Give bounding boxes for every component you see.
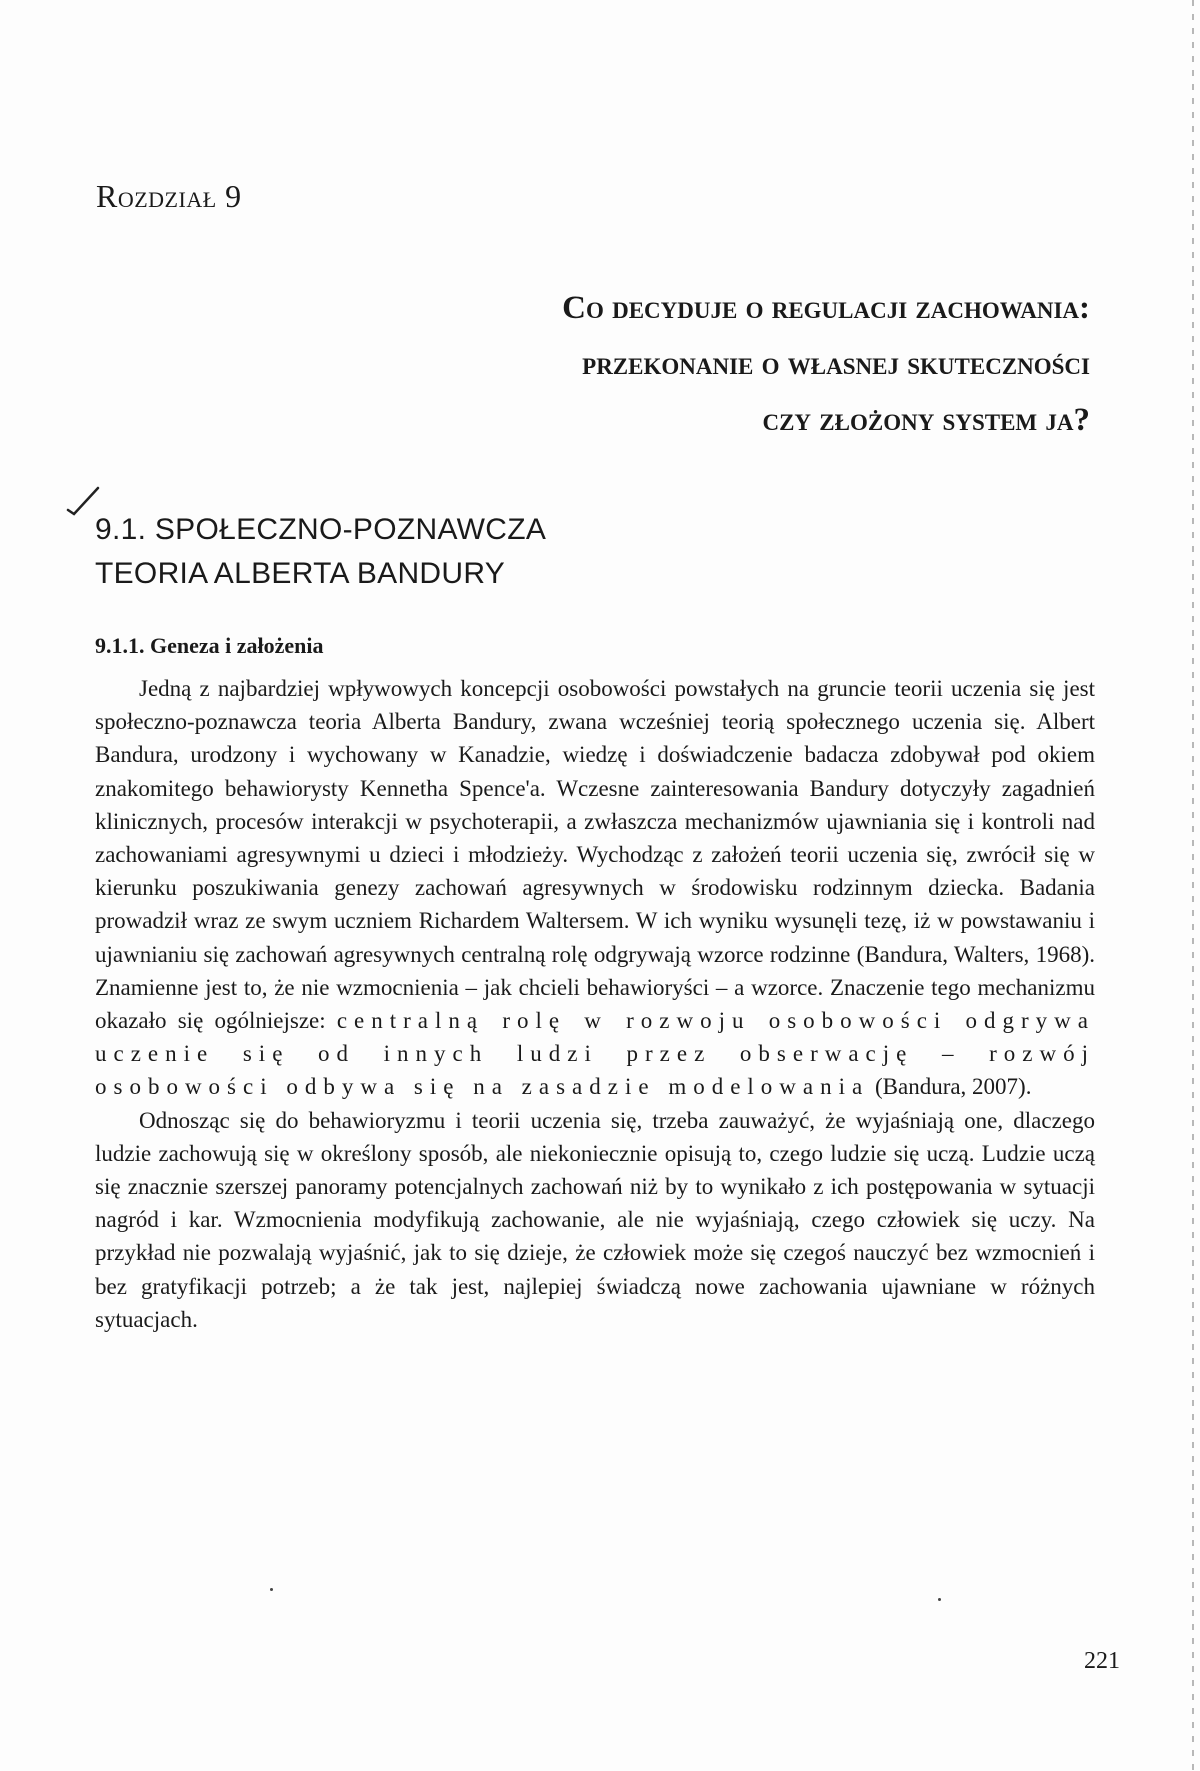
- section-heading-line-1: 9.1. SPOŁECZNO-POZNAWCZA: [95, 513, 547, 546]
- chapter-title-line-1: Co decyduje o regulacji zachowania:: [562, 290, 1090, 326]
- chapter-title: [270, 280, 1090, 448]
- paragraph-1-text-a: Jedną z najbardziej wpływowych koncepcji osobowości powstałych na gruncie teorii uczenia się jest społeczno-poznawcza teoria Alberta Bandury, zwana wcześniej teorią społecznego uczenia się. Albert Bandura, urodzony i wychowany w Kanadzie, wiedzę i doświadczenie badacza zdobywał pod okiem znakomitego behawiorysty Kennetha Spence'a. Wczesne zainteresowania Bandury dotyczyły zagadnień klinicznych, procesów interakcji w psychoterapii, a zwłaszcza mechanizmów ujawniania się i kontroli nad zachowaniami agresywnymi u dzieci i młodzieży. Wychodząc z założeń teorii uczenia się, zwrócił się w kierunku poszukiwania genezy zachowań agresywnych w środowisku rodzinnym dziecka. Badania prowadził wraz ze swym uczniem Richardem Waltersem. W ich wyniku wysunęli tezę, iż w powstawaniu i ujawnianiu się zachowań agresywnych centralną rolę odgrywają wzorce rodzinne (Bandura, Walters, 1968). Znamienne jest to, że nie wzmocnienia – jak chcieli behawioryści – a wzorce. Znaczenie tego mechanizmu okazało się ogólniejsze:: [95, 676, 1095, 1034]
- scan-speck: [270, 1588, 273, 1591]
- paragraph-2: Odnosząc się do behawioryzmu i teorii uczenia się, trzeba zauważyć, że wyjaśniają one, dlaczego ludzie zachowują się w określony sposób, ale niekoniecznie opisują to, czego ludzie się uczą. Ludzie uczą się znacznie szerszej panoramy potencjalnych zachowań niż by to wynikało z ich postępowania w sytuacji nagród i kar. Wzmocnienia modyfikują zachowanie, ale nie wyjaśniają, czego człowiek się uczy. Na przykład nie pozwalają wyjaśnić, jak to się dzieje, że człowiek może się czegoś nauczyć bez wzmocnień i bez gratyfikacji potrzeb; a że tak jest, najlepiej świadczą nowe zachowania ujawniane w różnych sytuacjach.: [95, 1107, 1095, 1332]
- section-heading: [95, 508, 546, 596]
- page-number: 221: [1084, 1648, 1120, 1674]
- scan-speck: [938, 1598, 941, 1601]
- paragraph-1-text-b: (Bandura, 2007).: [869, 1074, 1032, 1100]
- page-edge-shadow: [1192, 0, 1194, 1771]
- body-text: [95, 672, 1095, 1336]
- chapter-label: Rozdział 9: [96, 178, 242, 214]
- paragraph-1-emphasis: centralną rolę w rozwoju osobowości odgrywa uczenie się od innych ludzi przez obserwację – rozwój osobowości odbywa się na zasadzie modelowania: [95, 1008, 1095, 1100]
- chapter-title-line-2: przekonanie o własnej skuteczności: [582, 346, 1090, 382]
- subsection-heading: 9.1.1. Geneza i założenia: [95, 633, 324, 658]
- section-heading-line-2: TEORIA ALBERTA BANDURY: [95, 557, 506, 590]
- chapter-title-line-3: czy złożony system ja?: [762, 402, 1090, 438]
- paragraph-1: [95, 672, 1095, 1104]
